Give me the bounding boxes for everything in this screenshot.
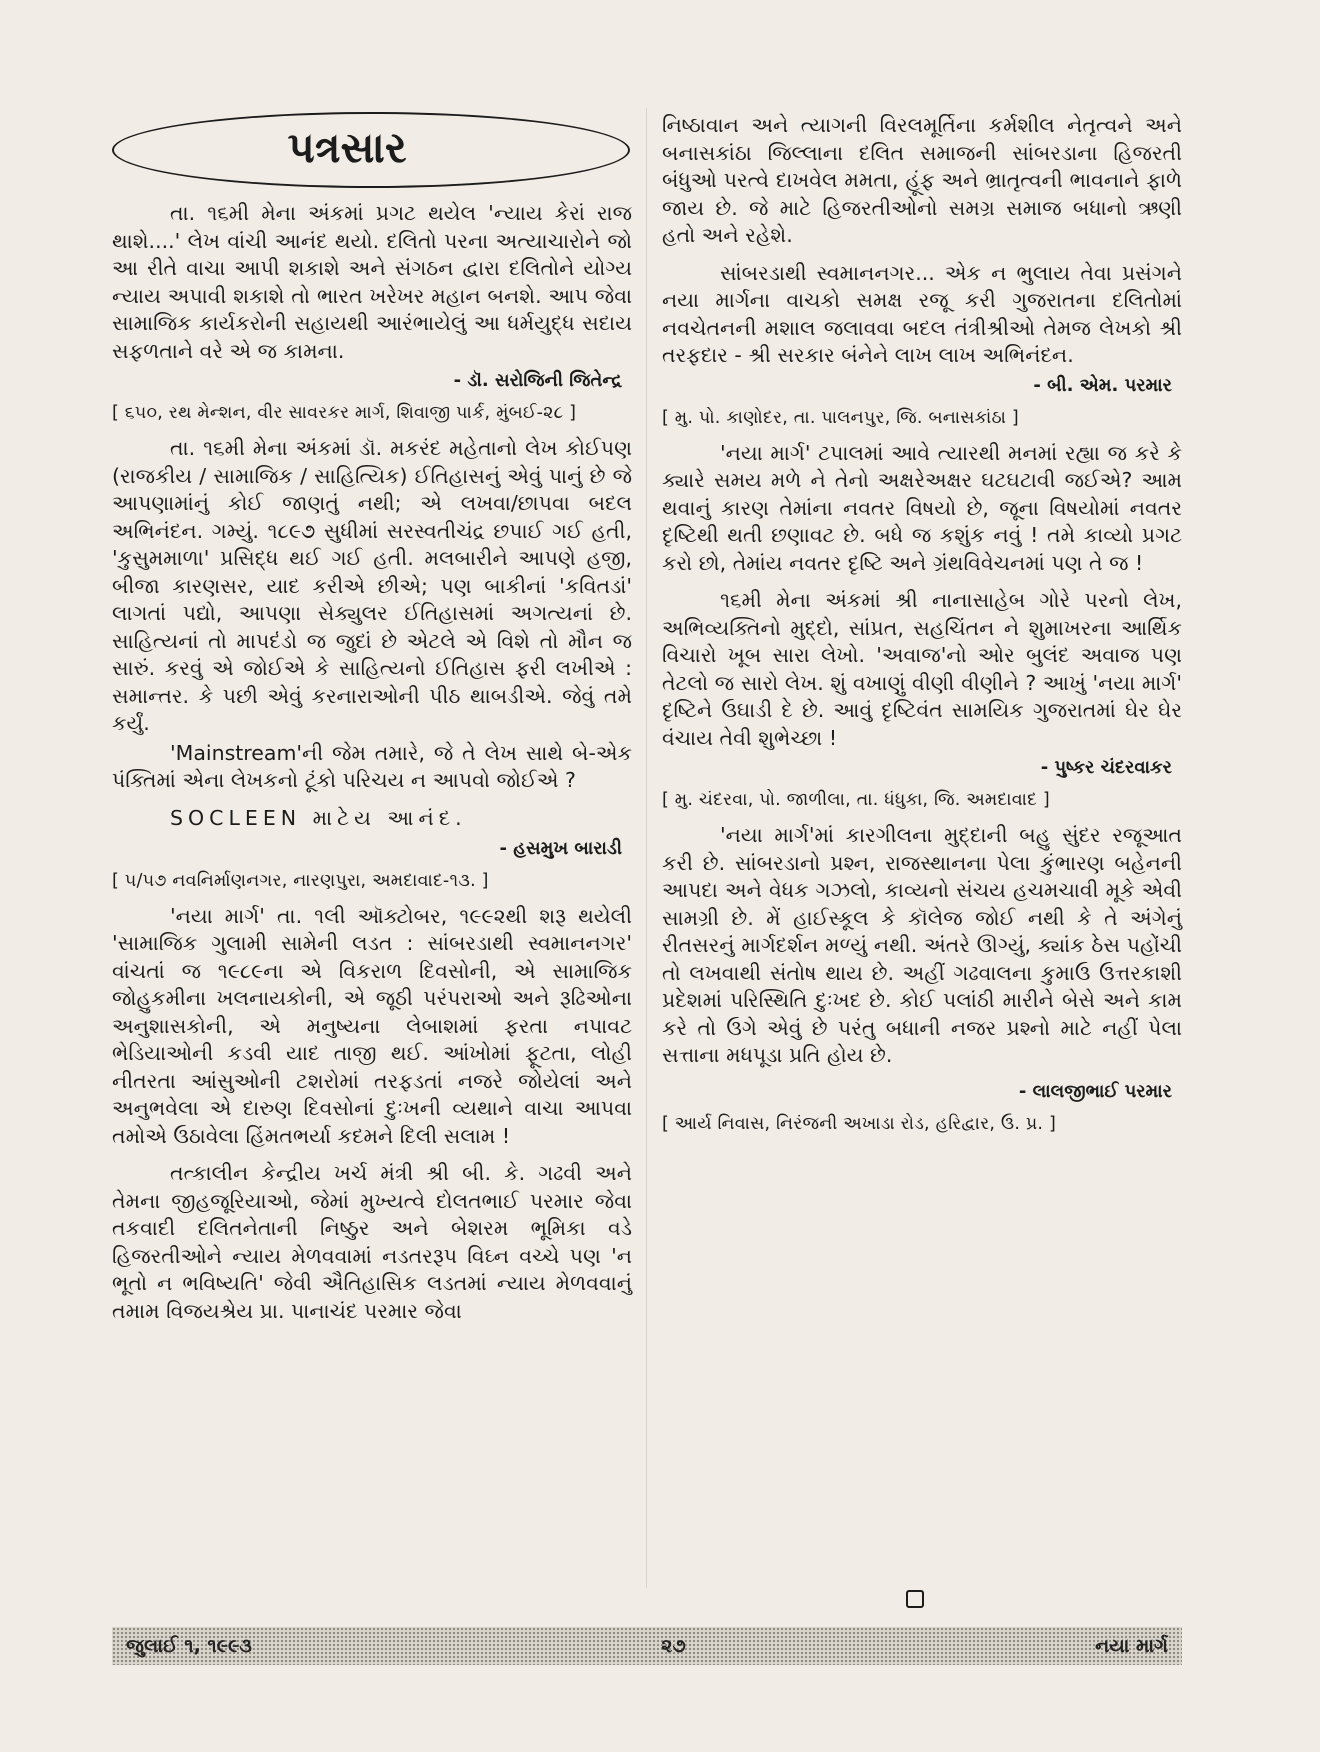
letter-3-address: [ મુ. પો. કાણોદર, તા. પાલનપુર, જિ. બનાસકાંઠા ] [662,407,1019,428]
letter-1-signature: - ડૉ. સરોજિની જિતેન્દ્ર [453,370,622,391]
left-column [112,108,632,1325]
letter-2-signature: - હસમુખ બારાડી [499,837,622,859]
letter-5-signature: - લાલજીભાઈ પરમાર [1018,1080,1172,1102]
footer-publication-name: નયા માર્ગ [1095,1635,1168,1657]
page-title-block [112,108,632,194]
letter-4-signature: - પુષ્કર ચંદરવાકર [1040,757,1172,778]
letter-3-signature: - બી. એમ. પરમાર [1033,374,1172,396]
letter-5-address: [ આર્ય નિવાસ, નિરંજની અખાડા રોડ, હરિદ્વાર, ઉ. પ્ર. ] [662,1113,1056,1134]
letter-5-paragraph-1: 'નયા માર્ગ'માં કારગીલના મુદ્દાની બહુ સુંદર રજૂઆત કરી છે. સાંબરડાનો પ્રશ્ન, રાજસ્થાનના પેલા કુંભારણ બહેનની આપદા અને વેધક ગઝલો, કાવ્યનો સંચય હચમચાવી મૂકે એવી સામગ્રી છે. મેં હાઈસ્કૂલ કે કૉલેજ જોઈ નથી કે તે અંગેનું રીતસરનું માર્ગદર્શન મળ્યું નથી. અંતરે ઊગ્યું, ક્યાંક ઠેસ પહોંચી તો લખવાથી સંતોષ થાય છે. અહીં ગઢવાલના કુમાઉ ઉત્તરકાશી પ્રદેશમાં પરિસ્થિતિ દુઃખદ છે. કોઈ પલાંઠી મારીને બેસે અને કામ કરે તો ઉગે એવું છે પરંતુ બધાની નજર પ્રશ્નો માટે નહીં પેલા સત્તાના મધપૂડા પ્રતિ હોય છે. [662,823,1182,1067]
letter-3-continued-paragraph-2: સાંબરડાથી સ્વમાનનગર... એક ન ભુલાય તેવા પ્રસંગને નયા માર્ગના વાચકો સમક્ષ રજૂ કરી ગુજરાતના દલિતોમાં નવચેતનની મશાલ જલાવવા બદલ તંત્રીશ્રીઓ તેમજ લેખકો શ્રી તરફદાર - શ્રી સરકાર બંનેને લાખ લાખ અભિનંદન. [662,260,1182,367]
page-footer [112,1627,1182,1665]
end-mark-square-icon [906,1590,924,1608]
letter-2-paragraph-2: 'Mainstream'ની જેમ તમારે, જે તે લેખ સાથે બે-એક પંક્તિમાં એના લેખકનો ટૂંકો પરિચય ન આપવો જોઈએ ? [112,740,632,792]
letter-3-paragraph-2: તત્કાલીન કેન્દ્રીય ખર્ચ મંત્રી શ્રી બી. કે. ગઢવી અને તેમના જીહજૂરિયાઓ, જેમાં મુખ્યત્વે દોલતભાઈ પરમાર જેવા તકવાદી દલિતનેતાની નિષ્ઠુર અને બેશરમ ભૂમિકા વડે હિજરતીઓને ન્યાય મેળવવામાં નડતરરૂપ વિઘ્ન વચ્ચે પણ 'ન ભૂતો ન ભવિષ્યતિ' જેવી ઐતિહાસિક લડતમાં ન્યાય મેળવવાનું તમામ વિજયશ્રેય પ્રા. પાનાચંદ પરમાર જેવા [112,1161,632,1323]
letter-1-address: [ ૬૫૦, રથ મેન્શન, વીર સાવરકર માર્ગ, શિવાજી પાર્ક, મુંબઈ-૨૮ ] [112,403,577,423]
letter-1-text: તા. ૧૬મી મેના અંકમાં પ્રગટ થયેલ 'ન્યાય કેરાં રાજ થાશે....' લેખ વાંચી આનંદ થયો. દલિતો પરના અત્યાચારોને જો આ રીતે વાચા આપી શકાશે અને સંગઠન દ્વારા દલિતોને યોગ્ય ન્યાય અપાવી શકાશે તો ભારત ખરેખર મહાન બનશે. આપ જેવા સામાજિક કાર્યકરોની સહાયથી આરંભાયેલું આ ધર્મયુદ્ધ સદાય સફળતાને વરે એ જ કામના. [112,201,632,363]
letter-2-address: [ ૫/૫૭ નવનિર્માણનગર, નારણપુરા, અમદાવાદ-૧૩. ] [112,870,489,891]
page-title: પત્રસાર [287,123,407,172]
column-divider [646,108,647,1588]
right-column [662,112,1182,1146]
letter-2-paragraph-3: SOCLEEN માટેય આનંદ. [170,805,467,830]
letter-2-paragraph-1: તા. ૧૬મી મેના અંકમાં ડૉ. મકરંદ મહેતાનો લેખ કોઈપણ (રાજકીય / સામાજિક / સાહિત્યિક) ઈતિહાસનું એવું પાનું છે જે આપણામાંનું કોઈ જાણતું નથી; એ લખવા/છાપવા બદલ અભિનંદન. ગમ્યું. ૧૮૯૭ સુધીમાં સરસ્વતીચંદ્ર છપાઈ ગઈ હતી, 'કુસુમમાળા' પ્રસિદ્ધ થઈ ગઈ હતી. મલબારીને આપણે હજી, બીજા કારણસર, યાદ કરીએ છીએ; પણ બાકીનાં 'કવિતડાં' લાગતાં પદ્યો, આપણા સેક્યુલર ઈતિહાસમાં અગત્યનાં છે. સાહિત્યનાં તો માપદંડો જ જુદાં છે એટલે એ વિશે તો મૌન જ સારું. કરવું એ જોઈએ કે સાહિત્યનો ઈતિહાસ ફરી લખીએ : સમાન્તર. કે પછી એવું કરનારાઓની પીઠ થાબડીએ. જેવું તમે કર્યું. [112,436,632,735]
letter-4-paragraph-1: 'નયા માર્ગ' ટપાલમાં આવે ત્યારથી મનમાં રહ્યા જ કરે કે ક્યારે સમય મળે ને તેનો અક્ષરેઅક્ષર ઘટઘટાવી જઈએ? આમ થવાનું કારણ તેમાંના નવતર વિષયો છે, જૂના વિષયોમાં નવતર દૃષ્ટિથી થતી છણાવટ છે. બધે જ કશુંક નવું ! તમે કાવ્યો પ્રગટ કરો છો, તેમાંય નવતર દૃષ્ટિ અને ગ્રંથવિવેચનમાં પણ તે જ ! [662,440,1182,575]
letter-4-paragraph-2: ૧૬મી મેના અંકમાં શ્રી નાનાસાહેબ ગોરે પરનો લેખ, અભિવ્યક્તિનો મુદ્દો, સાંપ્રત, સહચિંતન ને શુમાખરના આર્થિક વિચારો ખૂબ સારા લેખો. 'અવાજ'નો ઓર બુલંદ અવાજ પણ તેટલો જ સારો લેખ. શું વખાણું વીણી વીણીને ? આખું 'નયા માર્ગ' દૃષ્ટિને ઉઘાડી દે છે. આવું દૃષ્ટિવંત સામયિક ગુજરાતમાં ઘેર ઘેર વંચાય તેવી શુભેચ્છા ! [662,588,1182,750]
letter-4-address: [ મુ. ચંદરવા, પો. જાળીલા, તા. ધંધુકા, જિ. અમદાવાદ ] [662,790,1050,810]
letter-3-paragraph-1: 'નયા માર્ગ' તા. ૧લી ઑક્ટોબર, ૧૯૯૨થી શરૂ થયેલી 'સામાજિક ગુલામી સામેની લડત : સાંબરડાથી સ્વમાનનગર' વાંચતાં જ ૧૯૮૯ના એ વિકરાળ દિવસોની, એ સામાજિક જોહુકમીના ખલનાયકોની, એ જૂઠી પરંપરાઓ અને રૂઢિઓના અનુશાસકોની, એ મનુષ્યના લેબાશમાં ફરતા નપાવટ ભેડિયાઓની કડવી યાદ તાજી થઈ. આંખોમાં ફૂટતા, લોહી નીતરતા આંસુઓની ટશરોમાં તરફડતાં નજરે જોયેલાં અને અનુભવેલા એ દારુણ દિવસોનાં દુઃખની વ્યથાને વાચા આપવા તમોએ ઉઠાવેલા હિંમતભર્યા કદમને દિલી સલામ ! [112,903,632,1148]
footer-page-number: ૨૭ [661,1635,686,1657]
footer-date: જુલાઈ ૧, ૧૯૯૩ [126,1635,252,1657]
letter-3-continued-paragraph-1: નિષ્ઠાવાન અને ત્યાગની વિરલમૂર્તિના કર્મશીલ નેતૃત્વને અને બનાસકાંઠા જિલ્લાના દલિત સમાજની સાંબરડાના હિજરતી બંધુઓ પરત્વે દાખવેલ મમતા, હૂંફ અને ભ્રાતૃત્વની ભાવનાને ફાળે જાય છે. જે માટે હિજરતીઓનો સમગ્ર સમાજ બધાનો ઋણી હતો અને રહેશે. [662,113,1182,247]
